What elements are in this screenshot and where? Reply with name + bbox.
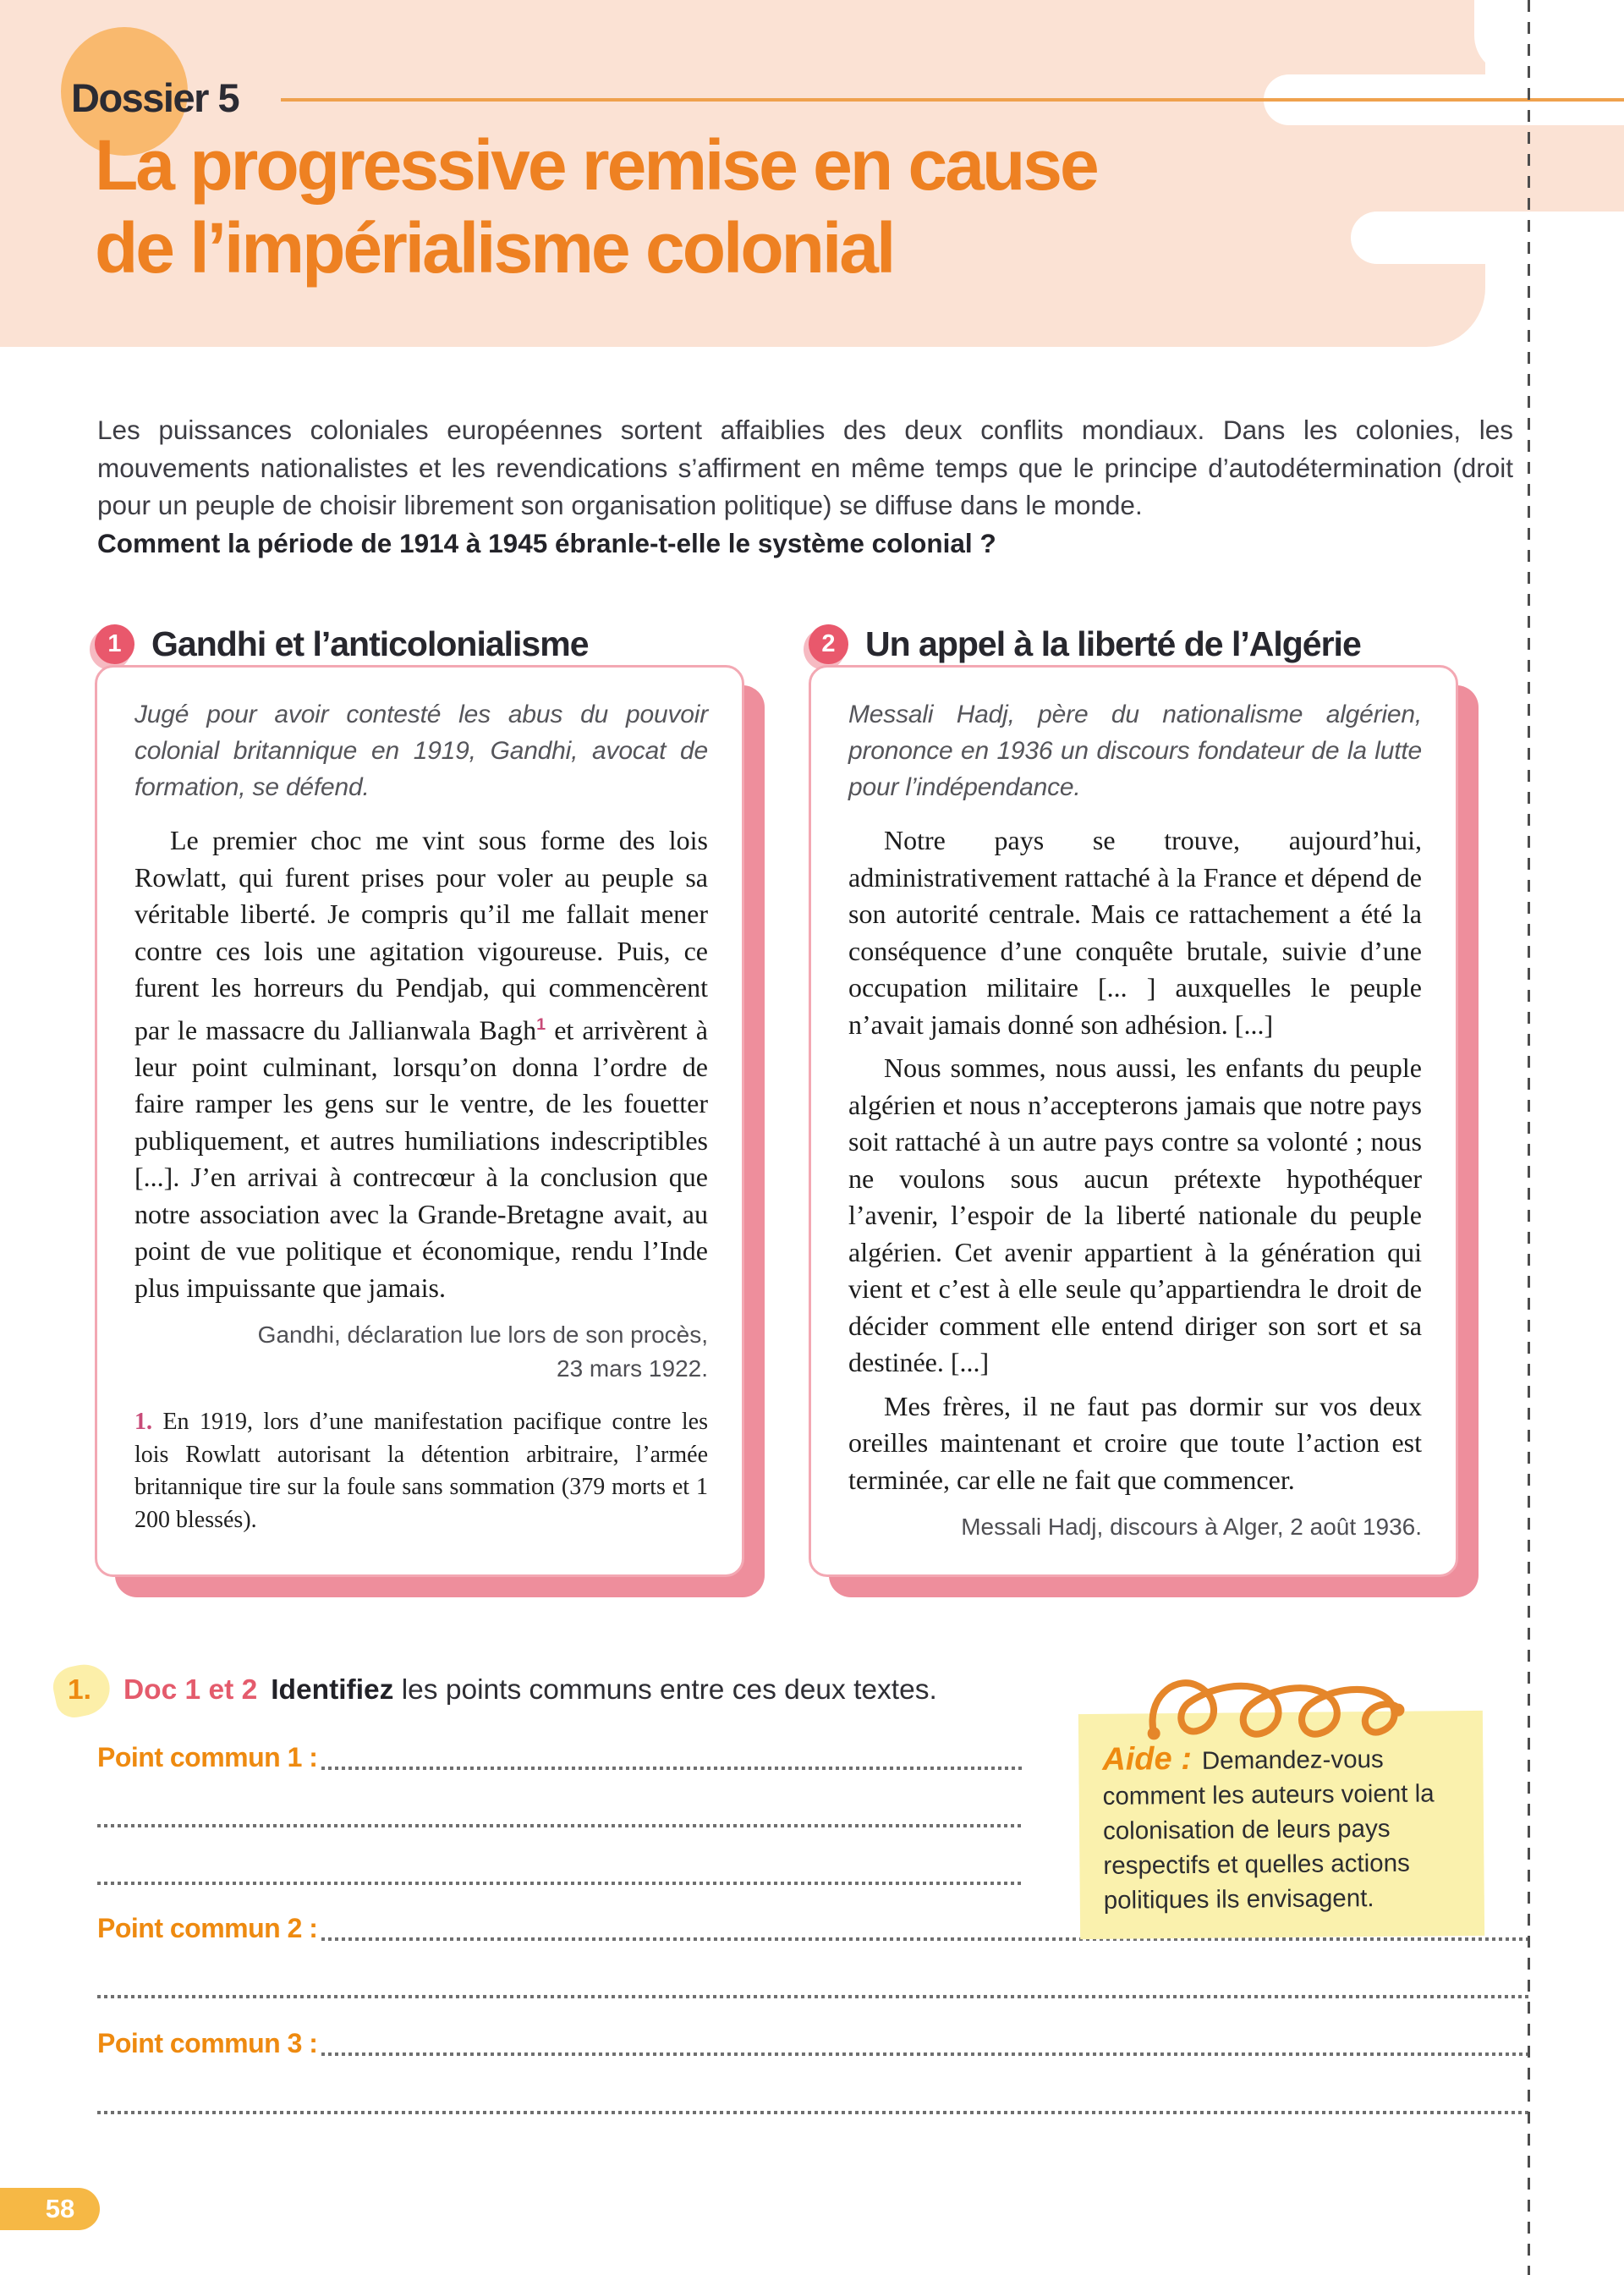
header-rule <box>281 98 1624 102</box>
answer-line-1c[interactable] <box>97 1882 1023 1885</box>
answer-label-1: Point commun 1 : <box>97 1742 318 1772</box>
doc2-source: Messali Hadj, discours à Alger, 2 août 1936. <box>961 1514 1422 1540</box>
cut-dashed-line <box>1528 0 1530 2275</box>
instruction-text: les points communs entre ces deux textes. <box>393 1674 937 1706</box>
aide-label: Aide : <box>1102 1740 1193 1778</box>
answer-row-3b <box>97 2083 1528 2120</box>
doc1-chapeau: Jugé pour avoir contesté les abus du pouvoir colonial britannique en 1919, Gandhi, avocat de formation, se défend. <box>134 701 708 801</box>
aide-text: Demandez-vous comment les auteurs voient la colonisation de leurs pays respectifs et quelles actions politiques ils envisagent. <box>1102 1745 1435 1915</box>
answer-row-1b <box>97 1796 1023 1833</box>
answer-line-2b[interactable] <box>97 1995 1528 1998</box>
answer-line-2a[interactable] <box>321 1937 1528 1941</box>
page-title-line2: de l’impérialisme colonial <box>95 208 894 288</box>
footnote-number: 1. <box>134 1409 152 1436</box>
doc1-source: Gandhi, déclaration lue lors de son procès, 23 mars 1922. <box>257 1322 708 1382</box>
quote-paragraph: Le premier choc me vint sous forme des lois Rowlatt, qui furent prises pour voler au peuple sa véritable liberté. Je compris qu’il me fallait mener contre ces lois une agitation vigoureuse. Puis, ce furent les horreurs du Pendjab, qui commencèrent par le massacre du Jallianwala Bagh$^1$ et arrivèrent à leur point culminant, lorsqu’on donna l’ordre de faire ramper les gens sur le ventre, de les fouetter publiquement, et autres humiliations indescriptibles [...]. J’en arrivai à contrecœur à la conclusion que notre association avec la Grande-Bretagne avait, au point de vue politique et économique, rendu l’Inde plus impuissante que jamais. <box>134 825 709 1303</box>
answer-row-3 <box>97 2025 1528 2062</box>
doc2-title: Un appel à la liberté de l’Algérie <box>865 624 1361 663</box>
dossier-label: Dossier 5 <box>71 75 239 120</box>
doc2-chapeau: Messali Hadj, père du nationalisme algérien, prononce en 1936 un discours fondateur de la lutte pour l’indépendance. <box>848 701 1422 801</box>
answer-label-2: Point commun 2 : <box>97 1913 318 1943</box>
doc1-header <box>95 624 589 664</box>
guiding-question: Comment la période de 1914 à 1945 ébranle-t-elle le système colonial ? <box>97 527 996 558</box>
exercise-number-wrap <box>68 1672 91 1709</box>
spiral-doodle-icon <box>1140 1668 1424 1750</box>
quote-paragraph: Notre pays se trouve, aujourd’hui, administrativement rattaché à la France et dépend de son autorité centrale. Mais ce rattachement a été la conséquence d’une conquête brutale, suivie d’une occupation militaire [... ] auxquelles le peuple n’avait jamais donné son adhésion. [...] <box>848 825 1422 1040</box>
intro-block <box>97 411 1513 562</box>
footnote-ref: 1 <box>536 1014 546 1034</box>
doc2-quote <box>848 822 1422 1498</box>
band-notch <box>1351 212 1624 264</box>
instruction-verb: Identifiez <box>271 1674 394 1706</box>
doc1-quote <box>134 822 708 1306</box>
answer-line-1a[interactable] <box>321 1767 1023 1770</box>
doc1-footnote: 1. En 1919, lors d’une manifestation pacifique contre les lois Rowlatt autorisant la détention arbitraire, l’armée britannique tire sur la foule sans sommation (379 morts et 1 200 blessés). <box>134 1409 708 1533</box>
exercise-number: 1. <box>68 1674 91 1706</box>
answer-line-3a[interactable] <box>321 2052 1528 2056</box>
answer-row-1c <box>97 1854 1023 1891</box>
doc2-number-badge: 2 <box>809 624 848 664</box>
band-notch <box>1474 0 1624 74</box>
page-title-line1: La progressive remise en cause <box>95 125 1097 205</box>
doc-reference: Doc 1 et 2 <box>123 1674 258 1706</box>
doc2-header <box>809 624 1361 664</box>
answer-line-3b[interactable] <box>97 2111 1528 2114</box>
answer-line-1b[interactable] <box>97 1824 1023 1827</box>
answer-label-3: Point commun 3 : <box>97 2028 318 2058</box>
answer-row-1 <box>97 1739 1023 1776</box>
doc1-number-badge: 1 <box>95 624 134 664</box>
doc1-card <box>95 665 744 1577</box>
page-title <box>95 124 1097 289</box>
answer-row-2b <box>97 1967 1528 2004</box>
page-number-badge: 58 <box>0 2188 100 2230</box>
intro-paragraph: Les puissances coloniales européennes sortent affaiblies des deux conflits mondiaux. Dans les colonies, les mouvements nationalistes et les revendications s’affirment en même temps que le principe d’autodétermination (droit pour un peuple de choisir librement son organisation politique) se diffuse dans le monde. <box>97 415 1513 520</box>
quote-paragraph: Nous sommes, nous aussi, les enfants du peuple algérien et nous n’accepterons jamais que notre pays soit rattaché à un autre pays contre sa volonté ; nous ne voulons sous aucun prétexte hypothéquer l’avenir, l’espoir de la liberté nationale du peuple algérien. Cet avenir appartient à la génération qui vient et c’est à elle seule qu’appartiendra le droit de décider comment elle entend diriger son sort et sa destinée. [...] <box>848 1052 1422 1377</box>
doc1-title: Gandhi et l’anticolonialisme <box>151 624 589 663</box>
exercise-instruction <box>68 1672 937 1709</box>
quote-paragraph: Mes frères, il ne faut pas dormir sur vos deux oreilles maintenant et croire que toute l’action est terminée, car elle ne fait que commencer. <box>848 1390 1422 1495</box>
doc2-card <box>809 665 1458 1577</box>
